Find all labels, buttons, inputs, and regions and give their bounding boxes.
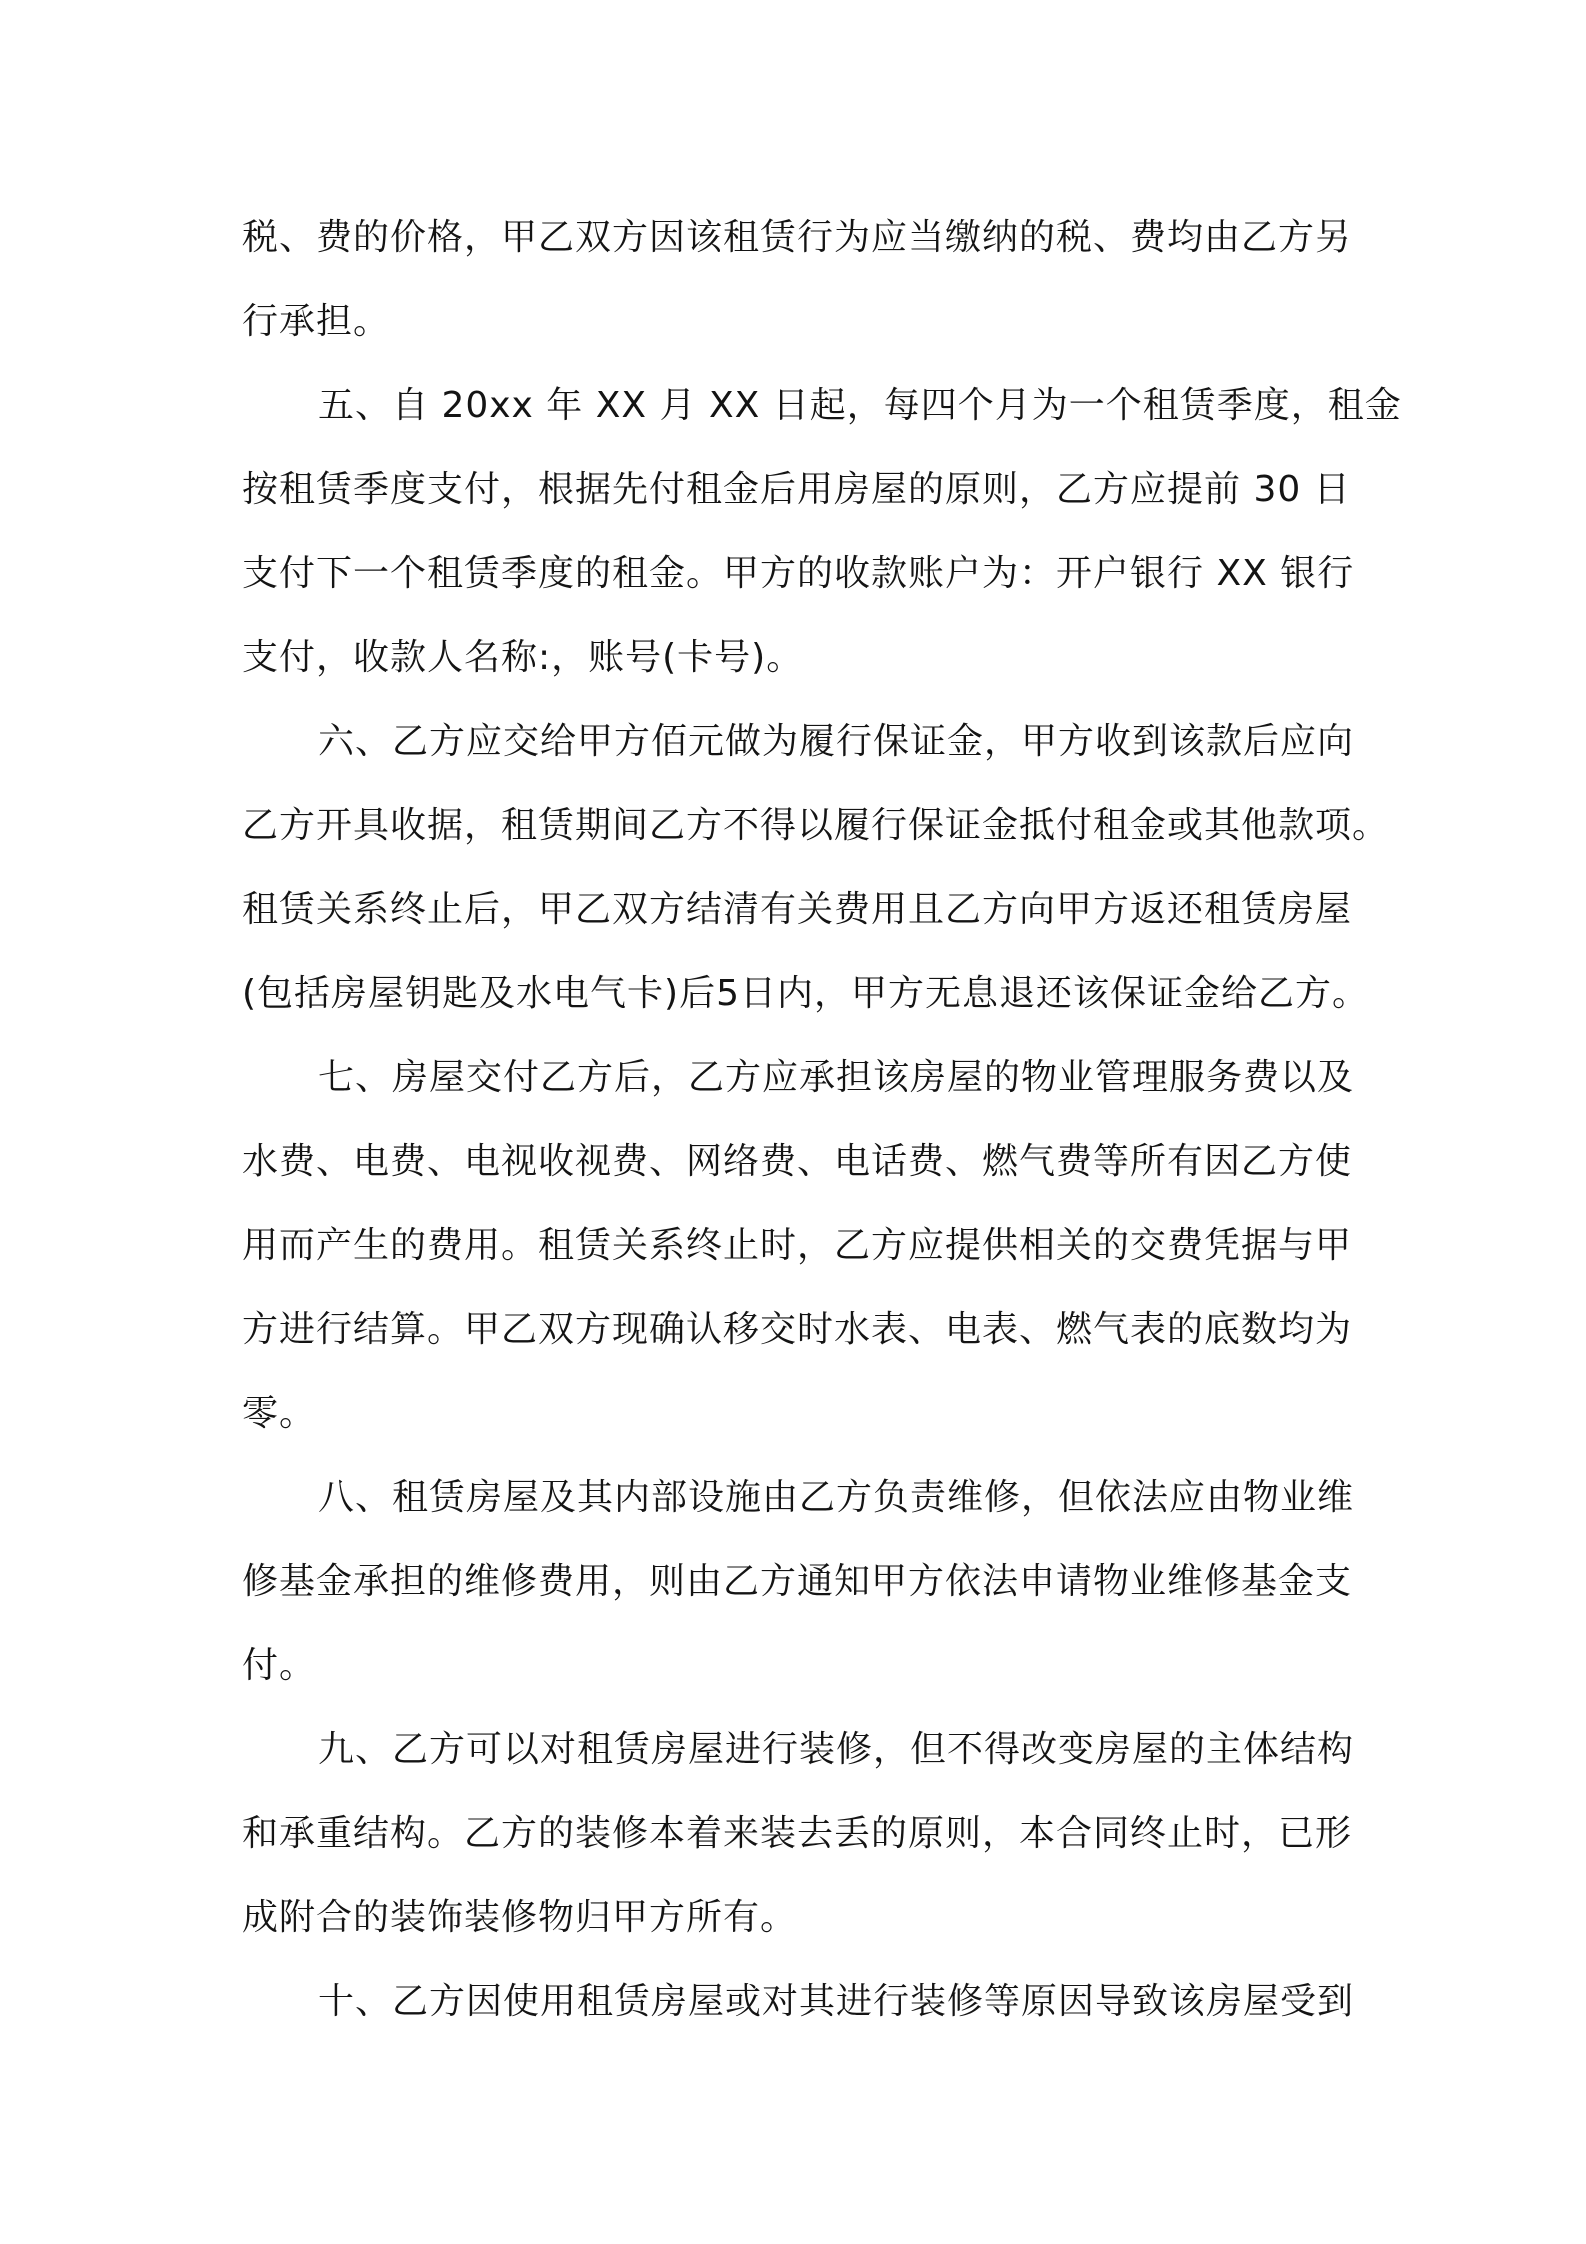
text-line: 付。	[242, 1645, 317, 1686]
text-line: 乙方开具收据，租赁期间乙方不得以履行保证金抵付租金或其他款项。	[242, 805, 1390, 846]
clause-8-heading-line: 八、租赁房屋及其内部设施由乙方负责维修，但依法应由物业维	[318, 1477, 1355, 1518]
clause-6-heading-line: 六、乙方应交给甲方佰元做为履行保证金，甲方收到该款后应向	[318, 721, 1355, 762]
clause-5-heading-line: 五、自 20xx 年 XX 月 XX 日起，每四个月为一个租赁季度，租金	[318, 385, 1402, 426]
text-line: 修基金承担的维修费用，则由乙方通知甲方依法申请物业维修基金支	[242, 1561, 1353, 1602]
text-line: 租赁关系终止后，甲乙双方结清有关费用且乙方向甲方返还租赁房屋	[242, 889, 1353, 930]
clause-7-heading-line: 七、房屋交付乙方后，乙方应承担该房屋的物业管理服务费以及	[318, 1057, 1355, 1098]
text-line: 水费、电费、电视收视费、网络费、电话费、燃气费等所有因乙方使	[242, 1141, 1353, 1182]
text-line: 税、费的价格，甲乙双方因该租赁行为应当缴纳的税、费均由乙方另	[242, 217, 1353, 258]
text-line: 零。	[242, 1393, 317, 1434]
text-line: 按租赁季度支付，根据先付租金后用房屋的原则，乙方应提前 30 日	[242, 469, 1351, 510]
text-line: 行承担。	[242, 301, 391, 342]
text-line: 和承重结构。乙方的装修本着来装去丢的原则，本合同终止时，已形	[242, 1813, 1353, 1854]
clause-10-heading-line: 十、乙方因使用租赁房屋或对其进行装修等原因导致该房屋受到	[318, 1981, 1355, 2022]
document-body	[242, 196, 1402, 2044]
text-line: 成附合的装饰装修物归甲方所有。	[242, 1897, 798, 1938]
text-line: 支付下一个租赁季度的租金。甲方的收款账户为：开户银行 XX 银行	[242, 553, 1355, 594]
text-line: 用而产生的费用。租赁关系终止时，乙方应提供相关的交费凭据与甲	[242, 1225, 1353, 1266]
text-line: 支付，收款人名称:，账号(卡号)。	[242, 637, 804, 678]
text-line: (包括房屋钥匙及水电气卡)后5日内，甲方无息退还该保证金给乙方。	[242, 973, 1369, 1014]
text-line: 方进行结算。甲乙双方现确认移交时水表、电表、燃气表的底数均为	[242, 1309, 1353, 1350]
clause-9-heading-line: 九、乙方可以对租赁房屋进行装修，但不得改变房屋的主体结构	[318, 1729, 1355, 1770]
